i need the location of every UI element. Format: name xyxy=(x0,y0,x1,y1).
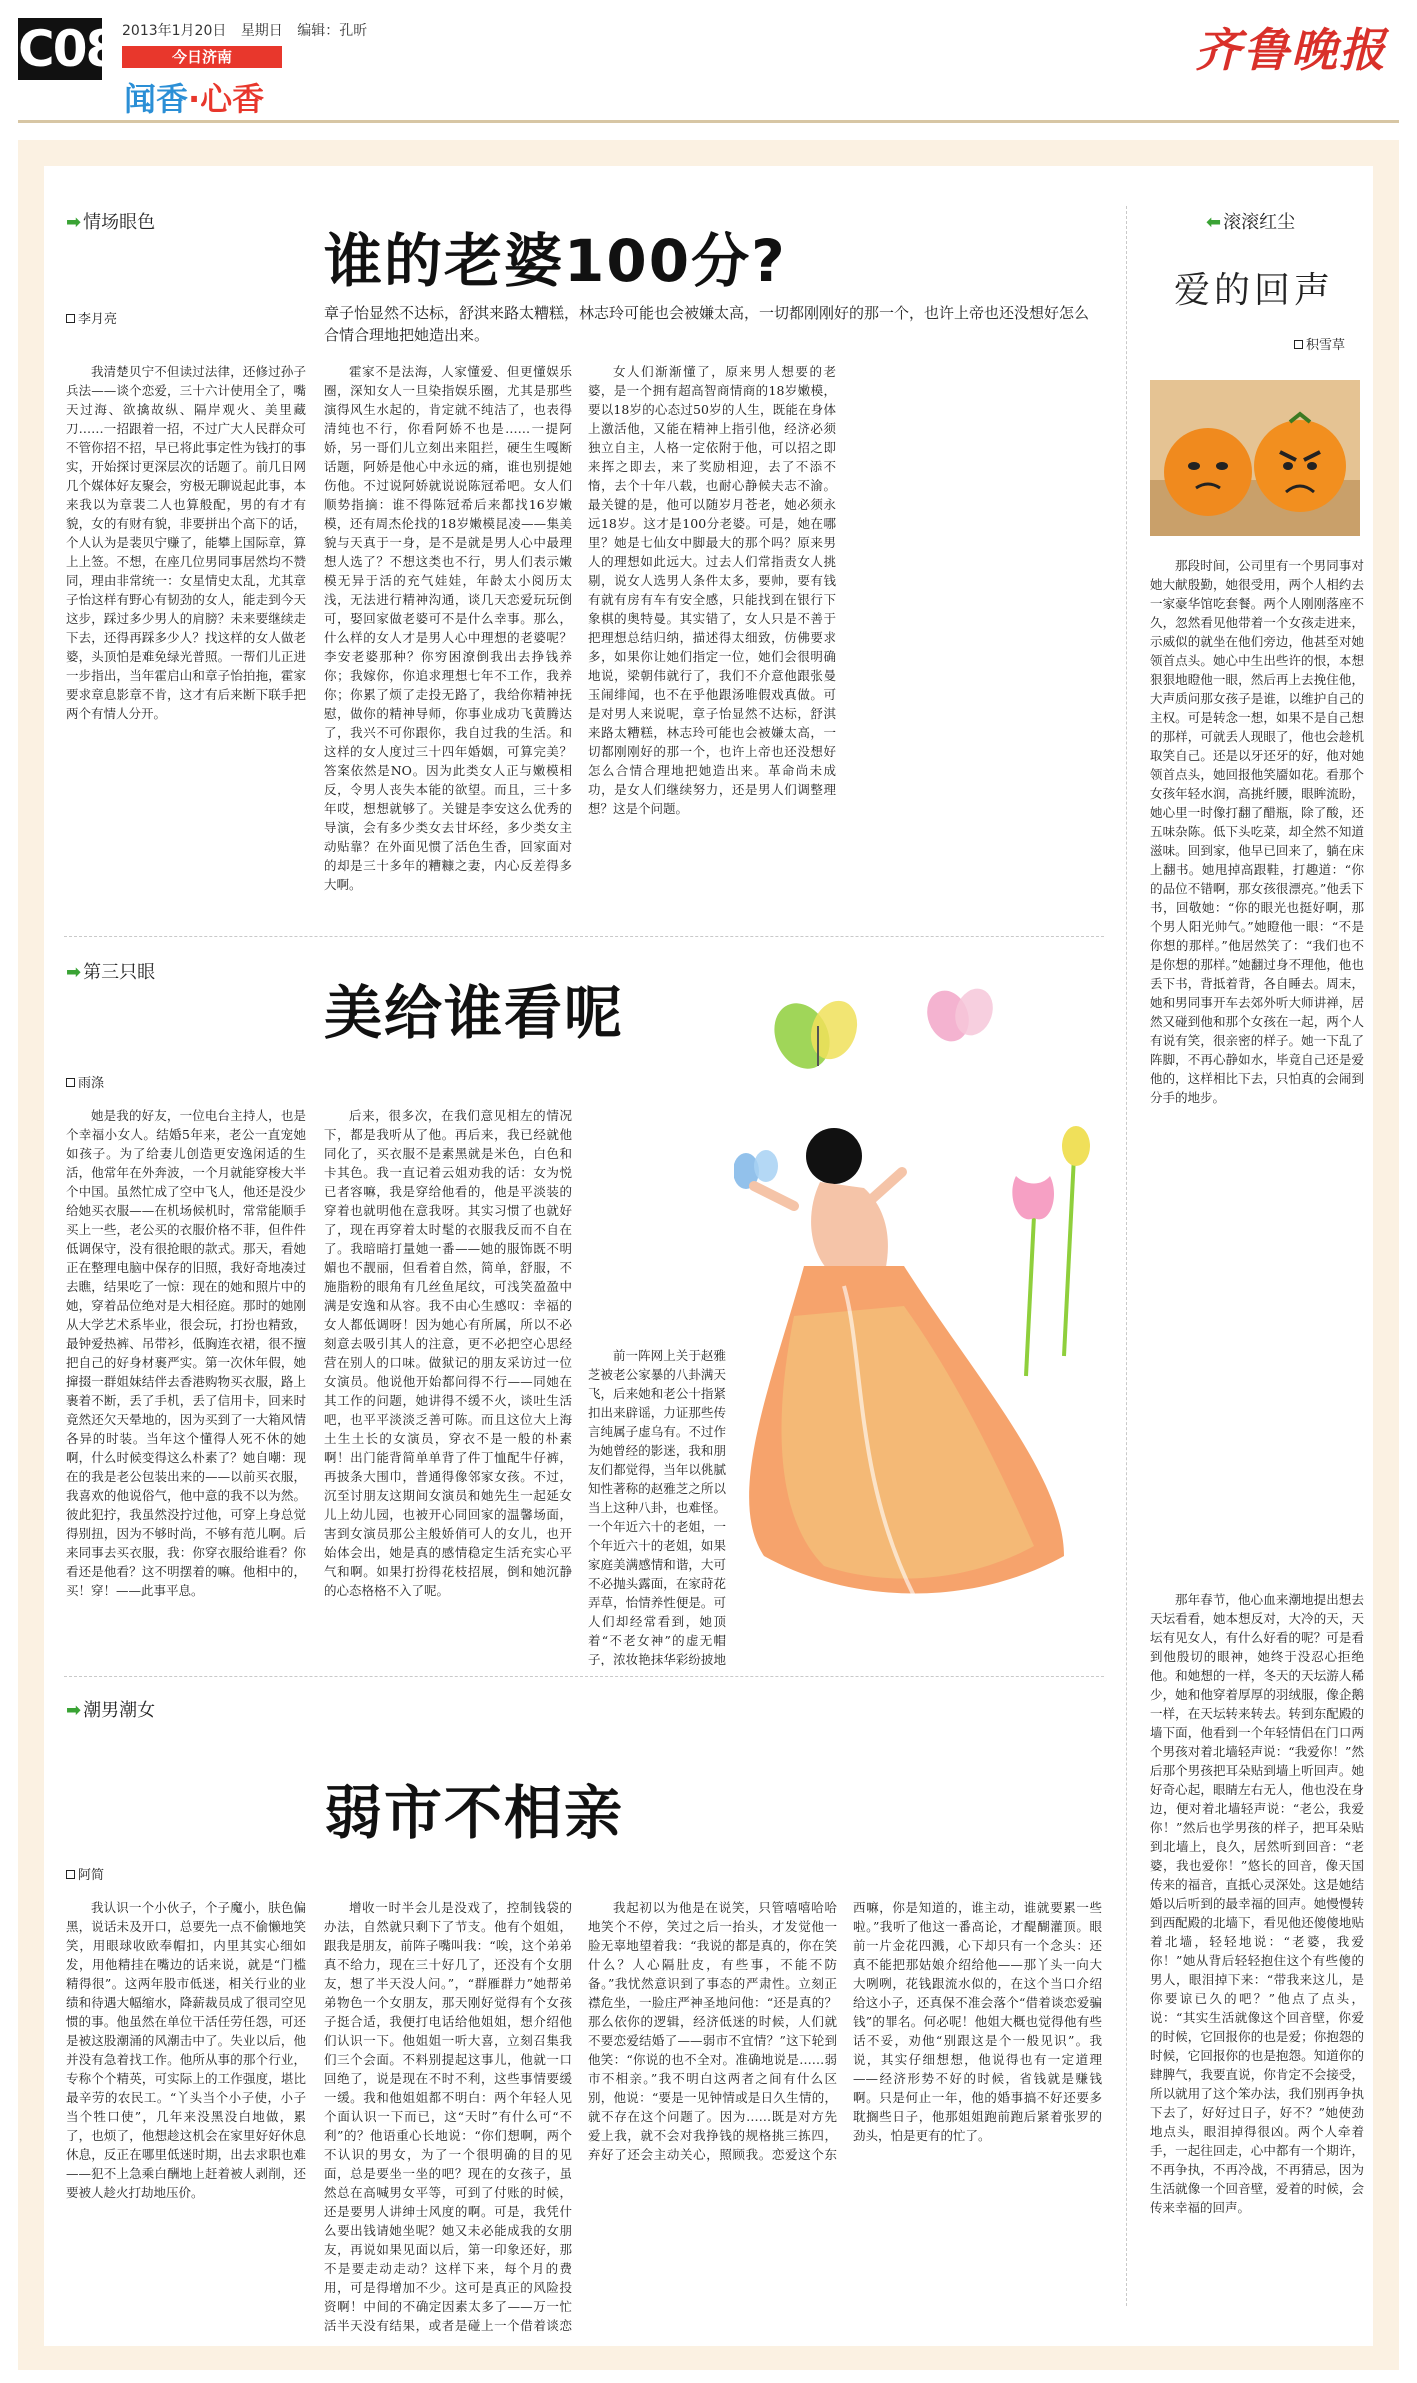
arrow-left-icon: ⬅ xyxy=(1206,212,1222,233)
article-paragraph: 我认识一个小伙子，个子魔小，肤色偏黑，说话未及开口，总要先一点不偷懒地笑笑，用眼球收欧奉帽扣，内里其实心细如发，用他精挂在嘴边的话来说，就是“门槛精得很”。这两年股市低迷，相关行业的业绩和待遇大幅缩水，降薪裁员成了很司空见惯的事。他虽然在单位干活任劳任怨，可还是被这股潮涌的风潮击中了。失业以后，他并没有急着找工作。他所从事的那个行业，专称个个精英，可实际上的工作强度，堪比最辛劳的农民工。“丫头当个小子使，小子当个牲口使”，几年来没黑没白地做，累了，也烦了，他想趁这机会在家里好好休息休息，反正在哪里低迷时期，出去求职也难——犯不上急乘白酬地上赶着被人剥削，还要被人趁火打劫地压价。 xyxy=(66,1900,306,2200)
page-number: C08 xyxy=(18,20,119,78)
article-column xyxy=(588,1898,1102,2338)
section-divider xyxy=(64,1676,1104,1677)
article-paragraph: 前一阵网上关于赵雅芝被老公家暴的八卦满天飞，后来她和老公十指紧扣出来辟谣，力证那些传言纯属子虚乌有。不过作为她曾经的影迷，我和朋友们都觉得，当年以佻腻知性著称的赵雅芝之所以当上这种八卦，也难怪。一个年近六十的老姐，一个年近六十的老姐，如果家庭美满感情和谐，大可不必抛头露面，在家莳花弄草，怡情养性便是。可人们却经常看到，她顶着“不老女神”的虚无帽子，浓妆艳抹华彩纷披地 xyxy=(588,1348,726,1666)
section-tag xyxy=(66,1696,155,1722)
square-icon xyxy=(66,1078,75,1087)
article-paragraph: 那段时间，公司里有一个男同事对她大献殷勤，她很受用，两个人相约去一家豪华馆吃套餐。两个人刚刚落座不久，忽然看见他带着一个女孩走进来，示威似的就坐在他们旁边，他甚至对她领首点头。她心中生出些许的恨，本想狠狠地瞪他一眼，然后再上去挽住他，大声质问那女孩子是谁，以维护自己的主权。可是转念一想，如果不是自己想的那样，可就丢人现眼了，他也会趁机取笑自己。还是以牙还牙的好，他对她领首点头，她回报他笑靥如花。看那个女孩年轻水润，高挑纤腰，眼眸流盼，她心里一时像打翻了醋瓶，除了酸，还五味杂陈。低下头吃菜，却全然不知道滋味。回到家，他早已回来了，躺在床上翻书。她甩掉高跟鞋，打趣道：“你的品位不错啊，那女孩很漂亮。”他丢下书，回敬她：“你的眼光也挺好啊，那个男人阳光帅气。”她瞪他一眼：“不是你想的那样。”他居然笑了：“我们也不是你想的那样。”她翻过身不理他，他也丢下书，背抵着背，各自睡去。周末，她和男同事开车去郊外听大师讲禅，居然又碰到他和那个女孩在一起，两个人有说有笑，很亲密的样子。她一下乱了阵脚，不再心静如水，毕竟自己还是爱他的，这样相比下去，只怕真的会闹到分手的地步。 xyxy=(1150,558,1364,1105)
sidebar-headline: 爱的回声 xyxy=(1174,270,1335,311)
issue-editor: 编辑：孔昕 xyxy=(297,23,368,39)
article-column xyxy=(66,1106,306,1666)
article-column xyxy=(588,362,836,922)
article-column xyxy=(324,1898,572,2338)
section-tag xyxy=(66,958,155,984)
square-icon xyxy=(1294,340,1303,349)
article-column xyxy=(852,362,1102,922)
byline-author: 阿简 xyxy=(78,1868,105,1883)
square-icon xyxy=(66,1870,75,1879)
section-tag xyxy=(66,208,155,234)
byline xyxy=(66,1072,104,1091)
article-column xyxy=(324,1106,572,1666)
headline: 谁的老婆100分? xyxy=(324,227,787,295)
arrow-right-icon: ➡ xyxy=(66,1700,82,1721)
section-title-b: ·心香 xyxy=(188,80,265,118)
article-paragraph: 后来，很多次，在我们意见相左的情况下，都是我听从了他。再后来，我已经就他同化了，买衣服不是素黑就是米色，白色和卡其色。我一直记着云姐劝我的话：女为悦已者容嘛，我是穿给他看的，他是平淡装的穿着也就明他在意我呀。其实习惯了也就好了，现在再穿着太时髦的衣服我反而不自在了。我暗暗打量她一番——她的服饰既不明媚也不靓丽，但看着自然，简单，舒服，不施脂粉的眼角有几丝鱼尾纹，可浅笑盈盈中满是安逸和从容。我不由心生感叹：幸福的女人都低调呀！因为她心有所属，所以不必刻意去吸引其人的注意，更不必把空心思经营在别人的口味。做狱记的朋友采访过一位女演员。他说他开始都问得不行——同她在其工作的问题，她讲得不缓不火，谈吐生活吧，也平平淡淡乏善可陈。而且这位大上海土生土长的女演员，穿衣不是一般的朴素啊！出门能背简单单背了件丁恤配牛仔裤，再披条大围巾，普通得像邻家女孩。不过，沉至讨朋友这期间女演员和她先生一起延女儿上幼儿园，也被开心同回家的温馨场面，害到女演员那公主般娇俏可人的女儿，也开始体会出，她是真的感情稳定生活充实心平气和啊。如果打扮得花枝招展，倒和她沉静的心态格格不入了呢。 xyxy=(324,1108,572,1598)
article-paragraph: 我清楚贝宁不但读过法律，还修过孙子兵法——谈个恋爱，三十六计使用全了，嘴天过海、欲擒故纵、隔岸观火、美里藏刀……一招跟着一招，不过广大人民群众可不管你招不招，早已将此事定性为钱打的事实，开始探讨更深层次的话题了。前几日网几个媒体好友聚会，穷极无聊说起此事，本来我以为章裴二人也算般配，男的有才有貌，女的有财有貌，非要拼出个高下的话，个人认为是裴贝宁赚了，能攀上国际章，算上上签。不想，在座几位男同事居然均不赞同，理由非常统一：女星情史太乱，尤其章子怡这样有野心有韧劲的女人，能走到今天这步，踩过多少男人的肩膀？未来要继续走下去，还得再踩多少人？找这样的女人做老婆，头顶怕是难免绿光普照。一帮们儿正进一步指出，当年霍启山和章子怡拍拖，霍家要求章息影章不肯，这才有后来断下联手把两个有情人分开。 xyxy=(66,364,306,721)
article-paragraph: 霍家不是法海，人家懂爱、但更懂娱乐圈，深知女人一旦染指娱乐圈，尤其是那些演得风生水起的，肯定就不纯洁了，也表得清纯也不行，你看阿娇不也是……一提阿娇，另一哥们儿立刻出来阻拦，硬生生嘎断话题，阿娇是他心中永远的痛，谁也别提她伤他。不过说阿娇就说说陈冠希吧。女人们顺势指摘：谁不得陈冠希后来都找16岁嫩模，还有周杰伦找的18岁嫩模昆凌——集美貌与天真于一身，是不是就是男人心中最理想人选了？不想这类也不行，男人们表示嫩模无异于活的充气娃娃，年龄太小阅历太浅，无法进行精神沟通，谈几天恋爱玩玩倒可，娶回家做老婆可不是什么幸事。那么，什么样的女人才是男人心中理想的老婆呢？李安老婆那种？你穷困潦倒我出去挣钱养你；我嫁你，你追求理想七年不工作，我养你；你累了烦了走投无路了，我给你精神抚慰，做你的精神导师，你事业成功飞黄腾达了，我兴不可你跟你，我自过我的生活。和这样的女人度过三十四年婚姻，可算完美？答案依然是NO。因为此类女人正与嫩模相反，令男人丧失本能的欲望。而且，三十多年哎，想想就够了。关键是李安这么优秀的导演，会有多少类女去甘坏经，多少类女主动贴靠？在外面见惯了活色生香，回家面对的却是三十多年的糟糠之妻，内心反差得多大啊。 xyxy=(324,364,572,892)
byline xyxy=(66,308,117,327)
section-title xyxy=(124,74,264,120)
section-box: 今日济南 xyxy=(122,46,282,68)
masthead-rule xyxy=(18,120,1399,123)
article-paragraph: 那年春节，他心血来潮地提出想去天坛看看，她本想反对，大冷的天，天坛有见女人，有什么好看的呢？可是看到他殷切的眼神，她终于没忍心拒绝他。和她想的一样，冬天的天坛游人稀少，她和他穿着厚厚的羽绒服，像企鹅一样，在天坛转来转去。转到东配殿的墙下面，他看到一个年轻情侣在门口两个男孩对着北墙轻声说：“我爱你！”然后那个男孩把耳朵贴到墙上听回声。她好奇心起，眼睛左右无人，他也没在身边，便对着北墙轻声说：“老公，我爱你！”然后也学男孩的样子，把耳朵贴到北墙上，良久，居然听到回音：“老婆，我也爱你！”悠长的回音，像天国传来的福音，直抵心灵深处。这是她结婚以后听到的最幸福的回声。她慢慢转到西配殿的北墙下，看见他还傻傻地贴着北墙，轻轻地说：“老婆，我爱你！”她从背后轻轻抱住这个有些傻的男人，眼泪掉下来：“带我来这儿，是你要谅已久的吧？”他点了点头，说：“其实生活就像这个回音壁，你爱的时候，它回报你的也是爱；你抱怨的时候，它回报你的也是抱怨。知道你的肆脾气，我要直说，你肯定不会接受，所以就用了这个笨办法，我们别再争执下去了，好好过日子，好不？”她使劲地点头，眼泪掉得很凶。两个人牵着手，一起往回走，心中都有一个期许，不再争执，不再冷战，不再猜忌，因为生活就像一个回音壁，爱着的时候，会传来幸福的回声。 xyxy=(1150,1592,1364,2215)
flower-icon xyxy=(1012,1126,1090,1376)
article-paragraph: 增收一时半会儿是没戏了，控制钱袋的办法，自然就只剩下了节支。他有个姐姐，跟我是朋友，前阵子嘴叫我：“唉，这个弟弟真不给力，现在三十好几了，还没有个女朋友，想了半天没人问。”，“群雁群力”她帮弟弟物色一个女朋友，那天刚好觉得有个女孩子挺合适，我便打电话给他姐姐，想介绍他们认识一下。他姐姐一听大喜，立刻召集我们三个会面。不料别提起这事儿，他就一口回绝了，说是现在不时不利，这些事情要缓一缓。我和他姐姐都不明白：两个年轻人见个面认识一下而已，这“天时”有什么可“不利”的？他语重心长地说：“你们想啊，两个不认识的男女，为了一个很明确的目的见面，总是要坐一坐的吧？现在的女孩子，虽然总在高喊男女平等，可到了付账的时候，还是要男人讲绅士风度的啊。可是，我凭什么要出钱请她坐呢？她又未必能成我的女朋友，再说如果见面以后，第一印象还好，那不是要走动走动？这样下来，每个月的费用，可是得增加不少。这可是真正的风险投资啊！中间的不确定因素太多了——万一忙活半天没有结果，或者是碰上一个借着谈恋 xyxy=(324,1900,572,2333)
column-divider xyxy=(1126,206,1127,2306)
square-icon xyxy=(66,314,75,323)
issue-date: 2013年1月20日 xyxy=(122,23,227,39)
headline: 弱市不相亲 xyxy=(324,1779,625,1847)
article-paragraph: 我起初以为他是在说笑，只管嘻嘻哈哈地笑个不停，笑过之后一抬头，才发觉他一脸无辜地望着我：“我说的都是真的，你在笑什么？人心隔肚皮，有些事，不能不防备。”我忧然意识到了事态的严肃性。立刻正襟危坐，一脸庄严神圣地问他：“还是真的？那么依你的逻辑，经济低迷的时候，人们就不要恋爱结婚了——弱市不宜情？”这下轮到他笑：“你说的也不全对。准确地说是……弱市不相亲。”我不明白这两者之间有什么区别，他说：“要是一见钟情或是日久生情的，就不存在这个问题了。因为……既是对方先爱上我，就不会对我挣钱的规格挑三拣四，弃好了还会主动关心，照顾我。恋爱这个东西嘛，你是知道的，谁主动，谁就要累一些啦。”我听了他这一番高论，才醍醐灌顶。眼前一片金花四溅，心下却只有一个念头：还真不能把那姑娘介绍给他——那丫头一向大大咧咧，花钱跟流水似的，在这个当口介绍给这小子，还真保不准会落个“借着谈恋爱骗钱”的罪名。何必呢！他姐大概也觉得他有些话不妥，劝他“别跟这是个一般见识”。我说，其实仔细想想，他说得也有一定道理——经济形势不好的时候，省钱就是赚钱啊。只是何止一年，他的婚事搞不好还要多耽搁些日子，他那姐姐跑前跑后紧着张罗的劲头，怕是更有的忙了。 xyxy=(588,1900,1102,2162)
section-divider xyxy=(64,936,1104,937)
section-tag-label: 潮男潮女 xyxy=(83,1700,156,1721)
article-column xyxy=(1150,556,1364,1586)
byline-author: 李月亮 xyxy=(78,312,118,327)
byline-author: 积雪草 xyxy=(1306,338,1346,353)
page-frame xyxy=(18,140,1399,2370)
article-paragraph: 她是我的好友，一位电台主持人，也是个幸福小女人。结婚5年来，老公一直宠她如孩子。为了给妻儿创造更安逸闲适的生活，他常年在外奔波，一个月就能穿梭大半个中国。虽然忙成了空中飞人，他还是没少给她买衣服——在机场候机时，常常能顺手买上一些，老公买的衣服价格不菲，但件件低调保守，没有很抢眼的款式。那天，看她正在整理电脑中保存的旧照，我好奇地凑过去瞧，结果吃了一惊：现在的她和照片中的她，穿着品位绝对是大相径庭。那时的她刚从大学艺术系毕业，很会玩，打扮也精致，最钟爱热裤、吊带衫，低胸连衣裙，很不擅把自己的好身材裹严实。第一次休年假，她撺掇一群姐妹结伴去香港购物买衣服，路上裹着不断，丢了手机，丢了信用卡，回来时竟然还欠天晕地的，因为买到了一大箱风情各异的时装。当年这个懂得人死不休的她啊，什么时候变得这么朴素了？她自嘲：现在的我是老公包装出来的——以前买衣服，我喜欢的他说俗气，他中意的我不以为然。彼此犯拧，我虽然没拧过他，可穿上身总觉得别扭，因为不够时尚，不够有范儿啊。后来同事去买衣服，我：你穿衣服给谁看？你看还是他看？这不明摆着的嘛。他相中的，买！穿！——此事平息。 xyxy=(66,1108,306,1598)
section-tag-label: 第三只眼 xyxy=(83,962,156,983)
article-column xyxy=(852,1406,1102,1666)
issue-date-line xyxy=(122,20,377,40)
butterfly-icon xyxy=(920,983,999,1047)
headline: 美给谁看呢 xyxy=(324,979,625,1047)
article-column xyxy=(1150,1590,1364,2336)
newspaper-brand: 齐鲁晚报 xyxy=(1195,23,1387,77)
arrow-right-icon: ➡ xyxy=(66,962,82,983)
article-column xyxy=(66,1898,306,2338)
section-title-a: 闻香 xyxy=(124,80,189,118)
article-paragraph: 女人们渐渐懂了，原来男人想要的老婆，是一个拥有超高智商情商的18岁嫩模，要以18岁的心态过50岁的人生，既能在身体上激活他，又能在精神上指引他，经济必须独立自主，人格一定依附于他，可以招之即来挥之即去，来了奖励相迎，去了不添不惰，去个十年八载，也耐心静候夫志不渝。最关键的是，他可以随岁月苍老，她必须永远18岁。这才是100分老婆。可是，她在哪里？她是七仙女中脚最大的那个吗？原来男人的理想如此远大。过去人们常指责女人挑剔，说女人选男人条件太多，要帅，要有钱有就有房有车有安全感，只能找到在银行下象棋的奥特曼。其实错了，女人只是不善于把理想总结归纳，描述得太细致，仿佛要求多，如果你让她们指定一位，她们会很明确地说，梁朝伟就行了，我们不介意他跟张曼玉闹绯闻，也不在乎他跟汤唯假戏真做。可是对男人来说呢，章子怡显然不达标，舒淇来路太糟糕，林志玲可能也会被嫌太高，一切都刚刚好的那一个，也许上帝也还没想好怎么合情合理地把她造出来。革命尚未成功，是女人们继续努力，还是男人们调整理想？这是个问题。 xyxy=(588,364,836,816)
section-tag-label: 滚滚红尘 xyxy=(1223,212,1296,233)
butterfly-icon xyxy=(764,994,865,1078)
section-tag-label: 情场眼色 xyxy=(83,212,156,233)
byline xyxy=(1294,334,1345,353)
article-column xyxy=(66,362,306,922)
section-tag xyxy=(1206,208,1295,234)
masthead xyxy=(0,0,1417,130)
issue-weekday: 星期日 xyxy=(240,23,283,39)
article-deck: 章子怡显然不达标，舒淇来路太糟糕，林志玲可能也会被嫌太高，一切都刚刚好的那一个，也许上帝也还没想好怎么合情合理地把她造出来。 xyxy=(324,304,1090,344)
byline xyxy=(66,1864,104,1883)
arrow-right-icon: ➡ xyxy=(66,212,82,233)
article-column xyxy=(324,362,572,922)
oranges-photo xyxy=(1150,380,1360,536)
article-column xyxy=(588,1346,726,1666)
content-area xyxy=(44,166,1373,2346)
byline-author: 雨涤 xyxy=(78,1076,105,1091)
